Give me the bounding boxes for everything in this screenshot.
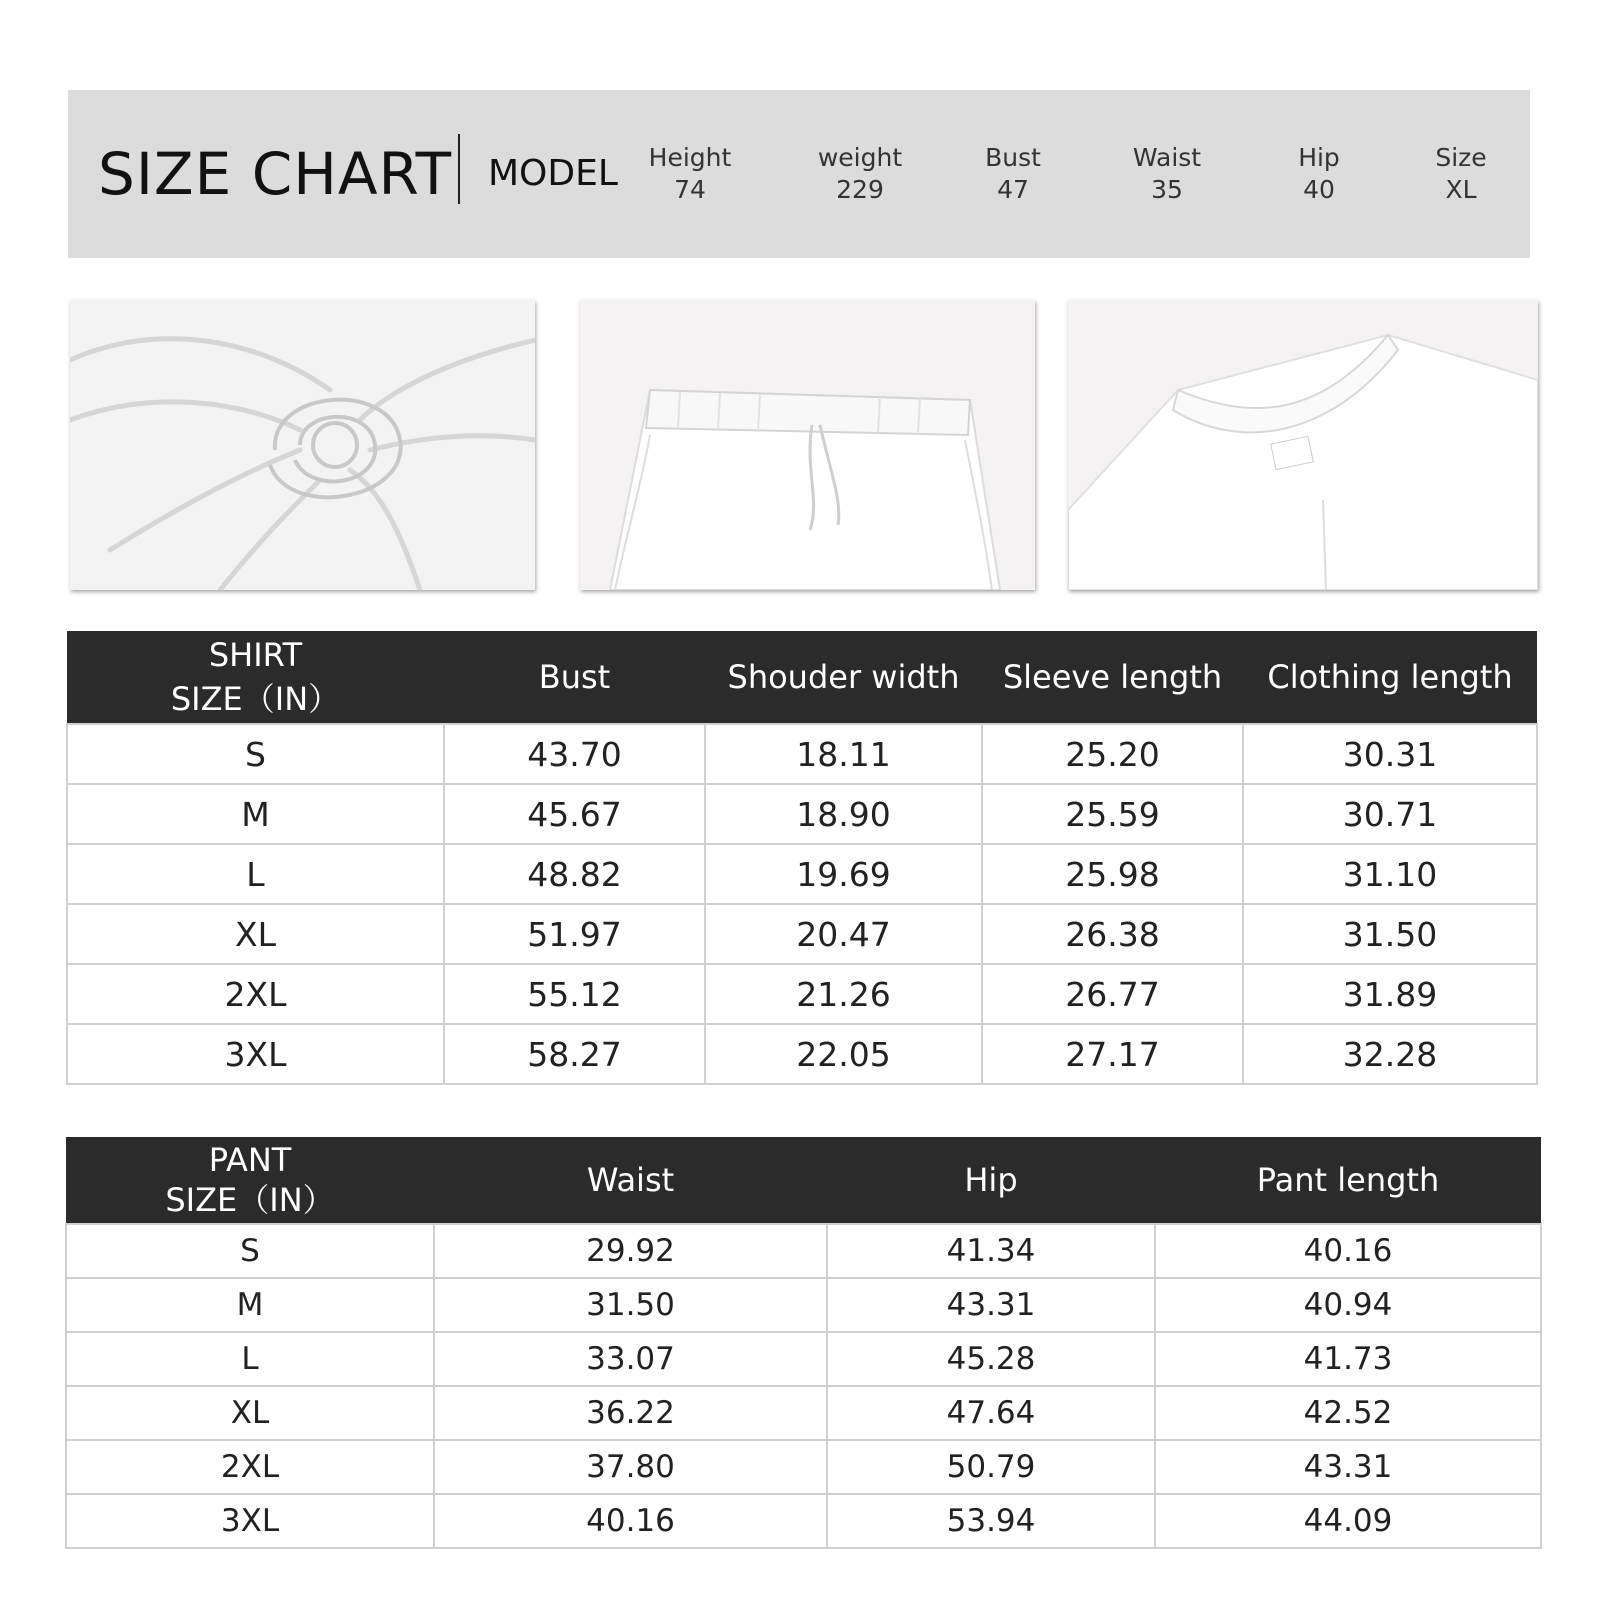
value-cell: 45.67: [444, 784, 705, 844]
size-cell: XL: [67, 904, 444, 964]
table-row: [67, 964, 1537, 1024]
header-divider: [458, 134, 460, 204]
table-row: [66, 1278, 1541, 1332]
value-cell: 31.50: [434, 1278, 827, 1332]
table-row: [66, 1494, 1541, 1548]
table-header-row: [66, 1137, 1541, 1224]
column-header: Pant length: [1155, 1137, 1541, 1224]
measure-label: Size: [1435, 143, 1487, 172]
shirt-collar-image: [1068, 300, 1538, 590]
shirt-size-table: [66, 631, 1538, 1085]
column-header: Bust: [444, 631, 705, 724]
value-cell: 29.92: [434, 1224, 827, 1278]
value-cell: 41.34: [827, 1224, 1155, 1278]
model-weight: [795, 142, 925, 206]
column-header: Shouder width: [705, 631, 982, 724]
measure-label: weight: [817, 143, 903, 172]
header-line: PANT: [208, 1141, 292, 1179]
measure-value: XL: [1445, 175, 1477, 204]
model-size: [1396, 142, 1526, 206]
model-waist: [1102, 142, 1232, 206]
value-cell: 40.16: [1155, 1224, 1541, 1278]
size-cell: XL: [66, 1386, 434, 1440]
pant-size-table: [65, 1137, 1542, 1549]
measure-value: 35: [1151, 175, 1183, 204]
value-cell: 27.17: [982, 1024, 1243, 1084]
value-cell: 32.28: [1243, 1024, 1537, 1084]
value-cell: 33.07: [434, 1332, 827, 1386]
measure-label: Height: [648, 143, 732, 172]
size-chart-header: [68, 90, 1530, 258]
table-row: [66, 1440, 1541, 1494]
model-hip: [1254, 142, 1384, 206]
value-cell: 18.11: [705, 724, 982, 784]
table-row: [67, 724, 1537, 784]
pant-size-header: [66, 1137, 434, 1224]
value-cell: 31.10: [1243, 844, 1537, 904]
value-cell: 48.82: [444, 844, 705, 904]
size-cell: M: [66, 1278, 434, 1332]
size-cell: L: [67, 844, 444, 904]
size-cell: 2XL: [67, 964, 444, 1024]
header-line: SIZE（IN）: [170, 680, 341, 718]
value-cell: 22.05: [705, 1024, 982, 1084]
value-cell: 58.27: [444, 1024, 705, 1084]
table-row: [67, 784, 1537, 844]
size-cell: 3XL: [66, 1494, 434, 1548]
value-cell: 25.98: [982, 844, 1243, 904]
value-cell: 36.22: [434, 1386, 827, 1440]
measure-label: Waist: [1132, 143, 1202, 172]
size-cell: M: [67, 784, 444, 844]
value-cell: 26.38: [982, 904, 1243, 964]
table-row: [66, 1224, 1541, 1278]
table-row: [67, 844, 1537, 904]
value-cell: 30.71: [1243, 784, 1537, 844]
value-cell: 44.09: [1155, 1494, 1541, 1548]
table-header-row: [67, 631, 1537, 724]
model-label: MODEL: [488, 153, 618, 194]
model-height: [625, 142, 755, 206]
page-title: SIZE CHART: [98, 140, 453, 208]
header-line: SIZE（IN）: [165, 1181, 335, 1219]
value-cell: 41.73: [1155, 1332, 1541, 1386]
value-cell: 30.31: [1243, 724, 1537, 784]
column-header: Sleeve length: [982, 631, 1243, 724]
size-cell: L: [66, 1332, 434, 1386]
size-cell: S: [66, 1224, 434, 1278]
value-cell: 40.16: [434, 1494, 827, 1548]
table-row: [67, 904, 1537, 964]
column-header: Waist: [434, 1137, 827, 1224]
value-cell: 53.94: [827, 1494, 1155, 1548]
table-row: [67, 1024, 1537, 1084]
value-cell: 40.94: [1155, 1278, 1541, 1332]
value-cell: 51.97: [444, 904, 705, 964]
value-cell: 26.77: [982, 964, 1243, 1024]
value-cell: 47.64: [827, 1386, 1155, 1440]
value-cell: 25.59: [982, 784, 1243, 844]
value-cell: 21.26: [705, 964, 982, 1024]
value-cell: 31.89: [1243, 964, 1537, 1024]
value-cell: 50.79: [827, 1440, 1155, 1494]
header-line: SHIRT: [208, 636, 303, 674]
value-cell: 37.80: [434, 1440, 827, 1494]
value-cell: 43.31: [1155, 1440, 1541, 1494]
measure-value: 47: [997, 175, 1029, 204]
value-cell: 25.20: [982, 724, 1243, 784]
measure-value: 229: [836, 175, 884, 204]
fabric-texture-image: [70, 300, 535, 590]
table-row: [66, 1386, 1541, 1440]
value-cell: 45.28: [827, 1332, 1155, 1386]
pants-waistband-image: [580, 300, 1035, 590]
value-cell: 19.69: [705, 844, 982, 904]
value-cell: 43.70: [444, 724, 705, 784]
value-cell: 31.50: [1243, 904, 1537, 964]
column-header: Clothing length: [1243, 631, 1537, 724]
measure-label: Bust: [985, 143, 1041, 172]
measure-value: 74: [674, 175, 706, 204]
model-bust: [948, 142, 1078, 206]
size-cell: 3XL: [67, 1024, 444, 1084]
shirt-size-header: [67, 631, 444, 724]
column-header: Hip: [827, 1137, 1155, 1224]
value-cell: 42.52: [1155, 1386, 1541, 1440]
size-cell: S: [67, 724, 444, 784]
measure-label: Hip: [1298, 143, 1340, 172]
size-cell: 2XL: [66, 1440, 434, 1494]
value-cell: 18.90: [705, 784, 982, 844]
measure-value: 40: [1303, 175, 1335, 204]
value-cell: 20.47: [705, 904, 982, 964]
value-cell: 55.12: [444, 964, 705, 1024]
value-cell: 43.31: [827, 1278, 1155, 1332]
table-row: [66, 1332, 1541, 1386]
